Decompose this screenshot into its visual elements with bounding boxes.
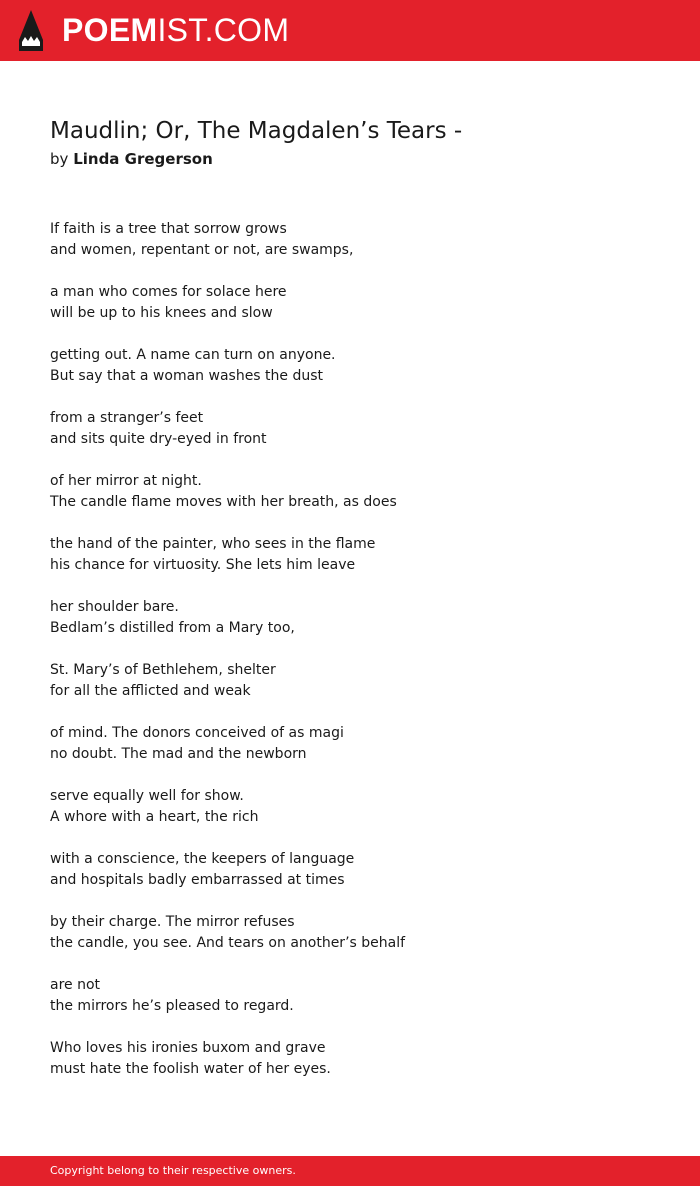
poem-line: Who loves his ironies buxom and grave xyxy=(50,1040,326,1056)
poem-line: for all the afflicted and weak xyxy=(50,683,251,699)
poem-line: and hospitals badly embarrassed at times xyxy=(50,872,345,888)
poem-line: But say that a woman washes the dust xyxy=(50,368,324,384)
pencil-tip-icon[interactable] xyxy=(18,10,44,51)
poem-line: by their charge. The mirror refuses xyxy=(50,914,295,930)
stanza xyxy=(50,723,650,765)
stanza xyxy=(50,408,650,450)
site-logo-text[interactable] xyxy=(62,12,289,48)
poem-line: A whore with a heart, the rich xyxy=(50,809,259,825)
poem-line: serve equally well for show. xyxy=(50,788,244,804)
stanza xyxy=(50,912,650,954)
stanza xyxy=(50,471,650,513)
site-header xyxy=(0,0,700,61)
poem-line: with a conscience, the keepers of language xyxy=(50,851,355,867)
stanza xyxy=(50,219,650,261)
poem-line: must hate the foolish water of her eyes. xyxy=(50,1061,331,1077)
poem-body xyxy=(50,219,650,1101)
poem-line: Bedlam’s distilled from a Mary too, xyxy=(50,620,295,636)
by-label: by xyxy=(50,150,69,168)
poem-line: The candle flame moves with her breath, as does xyxy=(50,494,397,510)
poem-line: the hand of the painter, who sees in the flame xyxy=(50,536,376,552)
brand-light: IST.COM xyxy=(157,12,290,48)
poem-line: If faith is a tree that sorrow grows xyxy=(50,221,287,237)
stanza xyxy=(50,786,650,828)
poem-title: Maudlin; Or, The Magdalen’s Tears - xyxy=(50,118,463,144)
stanza xyxy=(50,534,650,576)
poem-line: getting out. A name can turn on anyone. xyxy=(50,347,336,363)
poem-line: and women, repentant or not, are swamps, xyxy=(50,242,354,258)
author-name: Linda Gregerson xyxy=(73,150,213,168)
poem-line: and sits quite dry-eyed in front xyxy=(50,431,267,447)
poem-line: a man who comes for solace here xyxy=(50,284,287,300)
stanza xyxy=(50,975,650,1017)
poem-line: his chance for virtuosity. She lets him leave xyxy=(50,557,356,573)
poem-line: St. Mary’s of Bethlehem, shelter xyxy=(50,662,276,678)
site-footer xyxy=(0,1156,700,1186)
stanza xyxy=(50,660,650,702)
stanza xyxy=(50,282,650,324)
poem-line: will be up to his knees and slow xyxy=(50,305,273,321)
poem-line: are not xyxy=(50,977,101,993)
stanza xyxy=(50,345,650,387)
poem-line: of her mirror at night. xyxy=(50,473,202,489)
poem-line: the mirrors he’s pleased to regard. xyxy=(50,998,294,1014)
poem-line: no doubt. The mad and the newborn xyxy=(50,746,307,762)
brand-bold: POEM xyxy=(62,12,158,48)
stanza xyxy=(50,1038,650,1080)
poem-line: from a stranger’s feet xyxy=(50,410,204,426)
poem-line: the candle, you see. And tears on another’s behalf xyxy=(50,935,406,951)
stanza xyxy=(50,849,650,891)
poem-line: of mind. The donors conceived of as magi xyxy=(50,725,344,741)
stanza xyxy=(50,597,650,639)
copyright-text: Copyright belong to their respective owners. xyxy=(50,1164,296,1177)
poem-line: her shoulder bare. xyxy=(50,599,179,615)
byline xyxy=(50,148,213,170)
